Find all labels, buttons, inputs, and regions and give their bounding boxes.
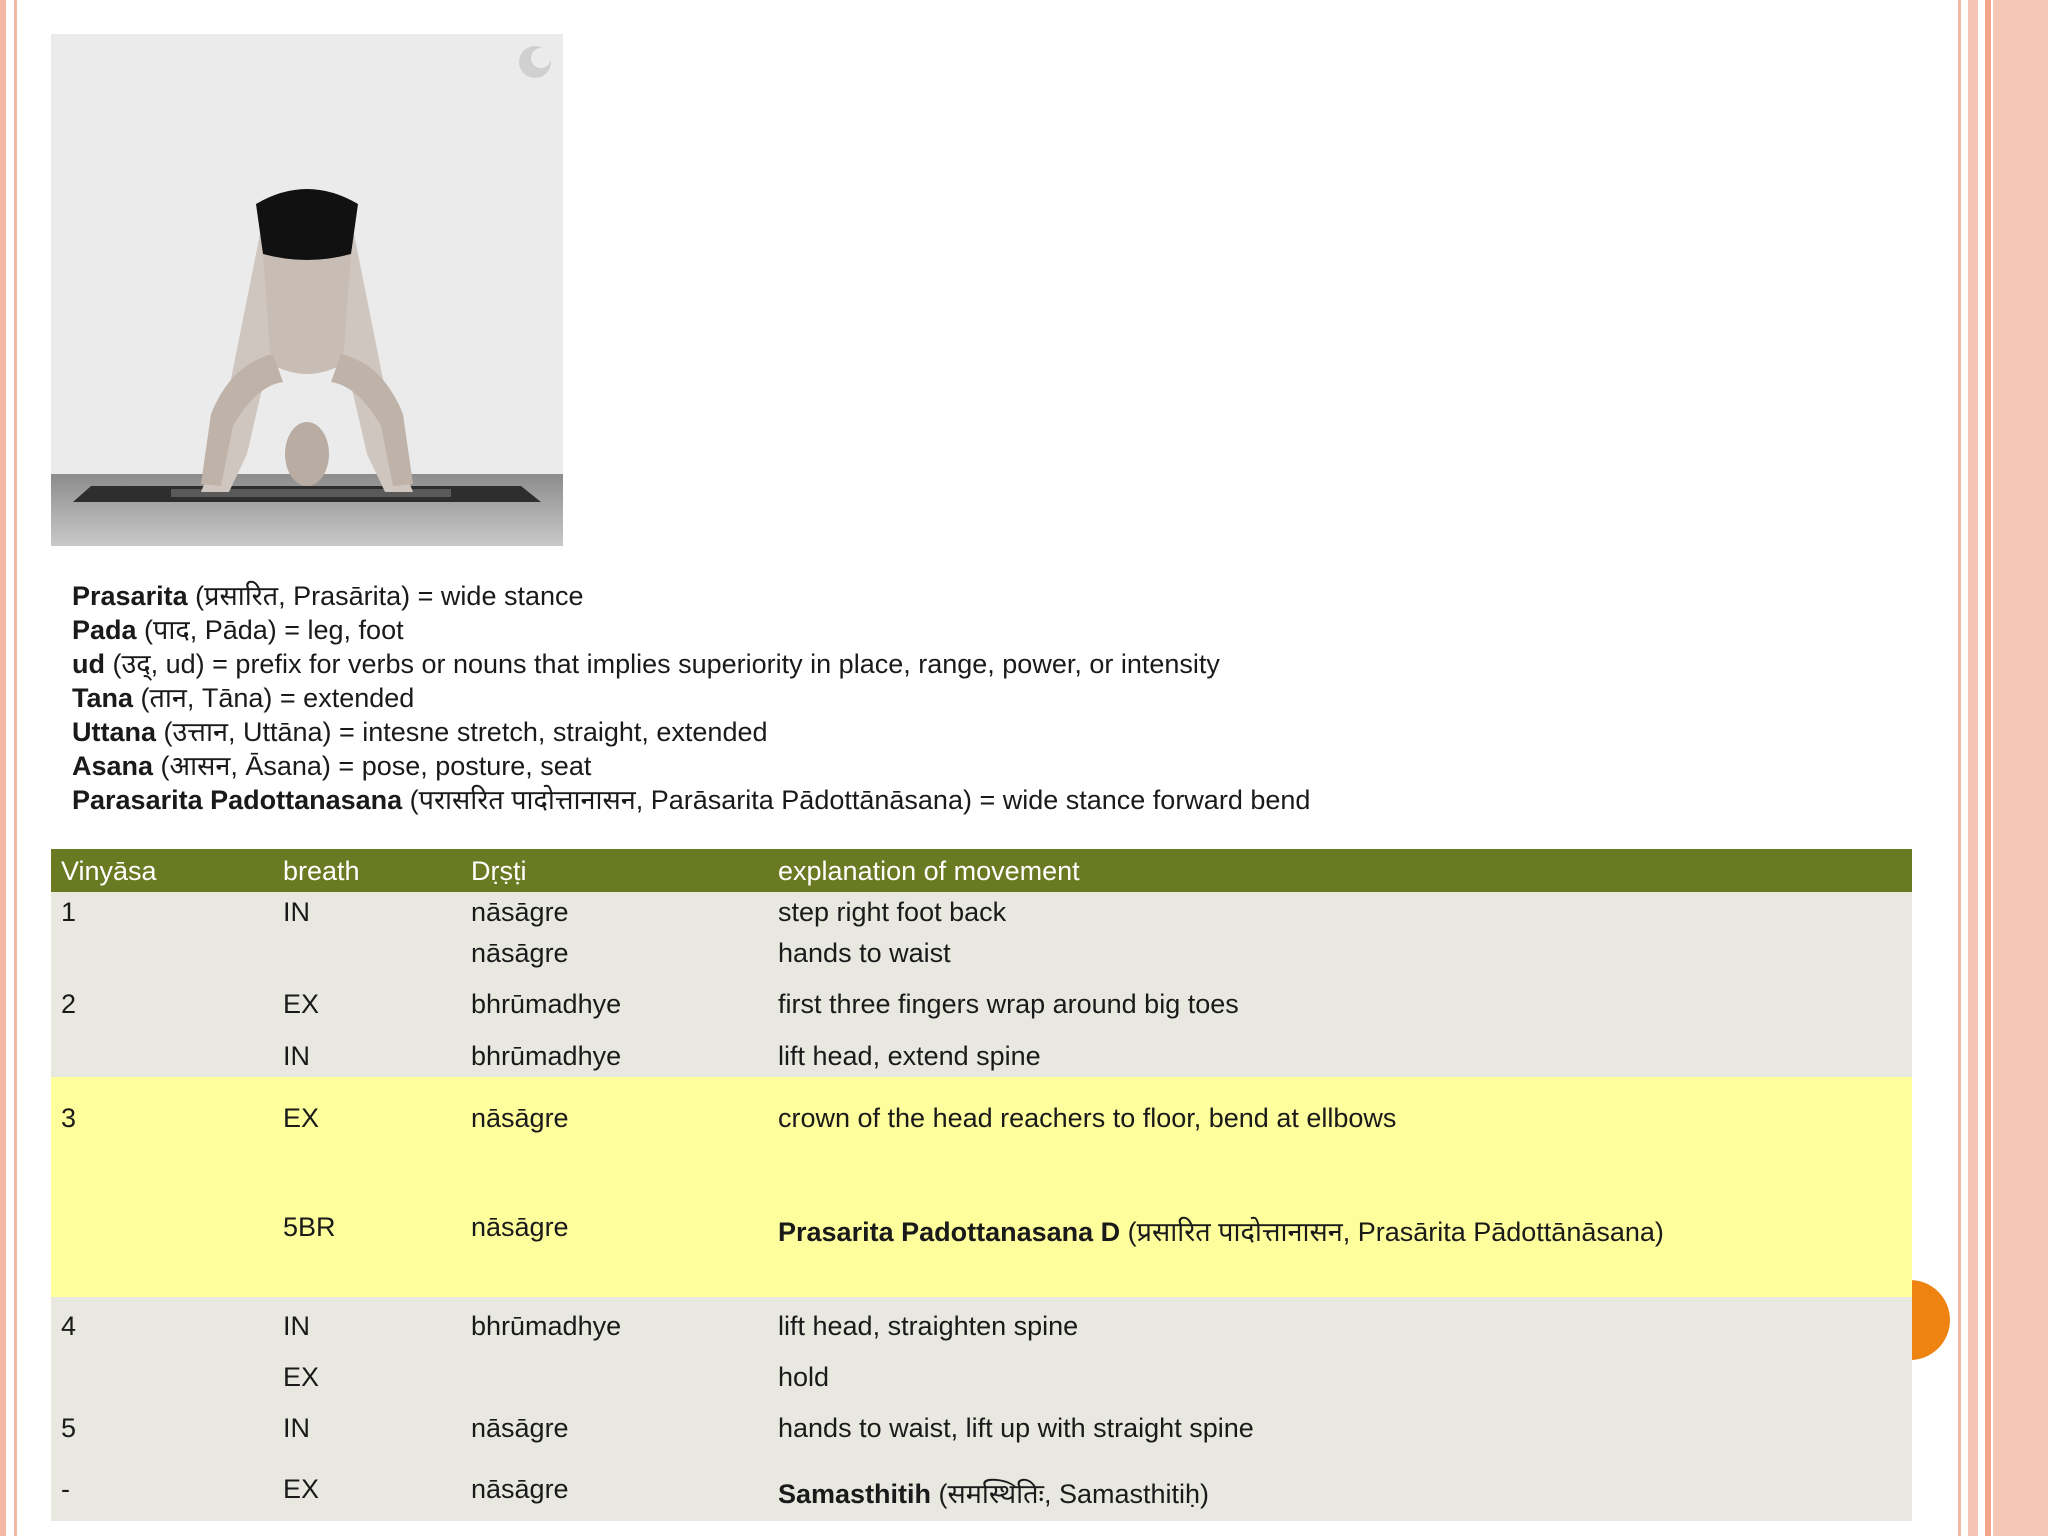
glossary-definition: (पाद, Pāda) = leg, foot: [136, 615, 404, 645]
glossary-line: [72, 613, 1572, 647]
cell-drsti: nāsāgre: [471, 1413, 569, 1443]
table-header: [51, 849, 1912, 892]
header-drsti: Dṛṣṭi: [471, 856, 527, 886]
glossary-line: [72, 783, 1572, 817]
cell-explanation: crown of the head reachers to floor, bend at ellbows: [778, 1103, 1397, 1133]
cell-breath: EX: [283, 989, 320, 1019]
glossary-line: [72, 715, 1572, 749]
cell-breath: IN: [283, 1041, 310, 1071]
asana-name: Prasarita Padottanasana D: [778, 1217, 1121, 1247]
cell-drsti: nāsāgre: [471, 1474, 569, 1504]
cell-breath: 5BR: [283, 1212, 336, 1242]
asana-name: Samasthitih: [778, 1479, 932, 1509]
cell-breath: IN: [283, 897, 310, 927]
cell-breath: EX: [283, 1362, 320, 1392]
header-vinyasa: Vinyāsa: [61, 856, 157, 886]
cell-explanation: hands to waist: [778, 938, 951, 968]
cell-explanation: hold: [778, 1362, 830, 1392]
cell-explanation: hands to waist, lift up with straight spine: [778, 1413, 1254, 1443]
cell-breath: IN: [283, 1311, 310, 1341]
glossary-line: [72, 579, 1572, 613]
glossary-definition: (आसन, Āsana) = pose, posture, seat: [153, 751, 592, 781]
glossary-definition: (तान, Tāna) = extended: [133, 683, 415, 713]
cell-breath: IN: [283, 1413, 310, 1443]
glossary-line: [72, 749, 1572, 783]
cell-breath: EX: [283, 1103, 320, 1133]
header-breath: breath: [283, 856, 360, 886]
glossary-definition: (उद्, ud) = prefix for verbs or nouns that implies superiority in place, range, power, or intensity: [105, 649, 1220, 679]
glossary-line: [72, 681, 1572, 715]
glossary-term: Asana: [72, 751, 154, 781]
header-explanation: explanation of movement: [778, 856, 1080, 886]
cell-vinyasa: 2: [61, 989, 77, 1019]
glossary-definition: (प्रसारित, Prasārita) = wide stance: [187, 581, 584, 611]
cell-vinyasa: 5: [61, 1413, 77, 1443]
pose-photo: [51, 34, 563, 546]
frame-border-right: [1968, 0, 1978, 1536]
cell-drsti: nāsāgre: [471, 897, 569, 927]
table-row-group: [51, 892, 1912, 1077]
cell-explanation: lift head, extend spine: [778, 1041, 1041, 1071]
glossary-definition: (उत्तान, Uttāna) = intesne stretch, straight, extended: [156, 717, 768, 747]
frame-border-right: [1993, 0, 2048, 1536]
frame-border-left-inner: [14, 0, 17, 1536]
cell-vinyasa: -: [61, 1474, 70, 1504]
cell-vinyasa: 3: [61, 1103, 77, 1133]
asana-translation: (समस्थितिः, Samasthitiḥ): [931, 1479, 1210, 1509]
frame-border-right: [1985, 0, 1991, 1536]
cell-drsti: nāsāgre: [471, 1103, 569, 1133]
cell-drsti: bhrūmadhye: [471, 1311, 622, 1341]
cell-explanation: lift head, straighten spine: [778, 1311, 1079, 1341]
cell-drsti: nāsāgre: [471, 1212, 569, 1242]
cell-breath: EX: [283, 1474, 320, 1504]
cell-drsti: bhrūmadhye: [471, 1041, 622, 1071]
asana-translation: (प्रसारित पादोत्तानासन, Prasārita Pādottānāsana): [1120, 1217, 1664, 1247]
glossary-term: Parasarita Padottanasana: [72, 785, 403, 815]
glossary-line: [72, 647, 1572, 681]
cell-explanation: [778, 1212, 1664, 1249]
vinyasa-table: [51, 849, 1912, 1521]
table-row-group-highlight: [51, 1077, 1912, 1297]
table-row-group: [51, 1297, 1912, 1521]
glossary-term: Pada: [72, 615, 137, 645]
cell-vinyasa: 4: [61, 1311, 77, 1341]
glossary-term: Tana: [72, 683, 134, 713]
glossary-term: ud: [72, 649, 105, 679]
cell-explanation: first three fingers wrap around big toes: [778, 989, 1239, 1019]
cell-explanation: step right foot back: [778, 897, 1007, 927]
frame-border-left: [0, 0, 6, 1536]
glossary-definition: (परासरित पादोत्तानासन, Parāsarita Pādottānāsana) = wide stance forward bend: [402, 785, 1311, 815]
cell-vinyasa: 1: [61, 897, 77, 927]
cell-explanation: [778, 1474, 1209, 1511]
glossary-term: Uttana: [72, 717, 157, 747]
cell-drsti: nāsāgre: [471, 938, 569, 968]
glossary-term: Prasarita: [72, 581, 188, 611]
glossary: [72, 579, 1572, 817]
cell-drsti: bhrūmadhye: [471, 989, 622, 1019]
frame-border-right: [1958, 0, 1961, 1536]
